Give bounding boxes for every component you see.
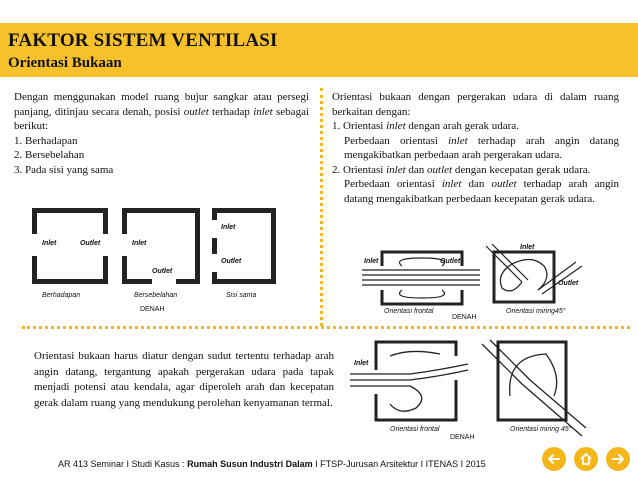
caption-frontal: Orientasi frontal: [384, 308, 434, 315]
inlet-label: Inlet: [42, 240, 57, 247]
orientation-airflow-diagram: [362, 244, 598, 324]
outlet-label: Outlet: [80, 240, 101, 247]
page-title: FAKTOR SISTEM VENTILASI: [8, 30, 278, 51]
left-intro: Dengan menggunakan model ruang bujur sangkar atau persegi panjang, ditinjau secara denah, posisi outlet terhadap inlet sebagai berikut:: [14, 91, 310, 132]
right-item-1-desc: Perbedaan orientasi inlet terhadap arah angin datang mengakibatkan perbedaan arah pergerakan udara.: [344, 134, 620, 161]
caption-berhadapan: Berhadapan: [42, 292, 81, 299]
left-item-2: 2. Bersebelahan: [14, 149, 85, 161]
home-button[interactable]: [574, 447, 598, 471]
outlet-label: Outlet: [221, 258, 242, 265]
inlet-label: Inlet: [132, 240, 147, 247]
denah-label: DENAH: [452, 314, 477, 321]
back-button[interactable]: [542, 447, 566, 471]
left-item-1: 1. Berhadapan: [14, 134, 78, 147]
caption-sisi-sama: Sisi sama: [226, 292, 257, 299]
left-text-block: [14, 90, 309, 177]
right-intro: Orientasi bukaan dengan pergerakan udara di dalam ruang berkaitan dengan:: [332, 91, 619, 118]
outlet-label: Outlet: [440, 258, 461, 265]
next-button[interactable]: [606, 447, 630, 471]
footer-text: AR 413 Seminar I Studi Kasus : Rumah Susun Industri Dalam I FTSP-Jurusan Arsitektur I ITENAS I 2015: [58, 459, 486, 469]
outlet-label: Outlet: [558, 280, 579, 287]
outlet-label: Outlet: [152, 268, 173, 275]
arrow-right-icon: [611, 452, 625, 466]
right-item-1: 1. Orientasi inlet dengan arah gerak udara.: [332, 120, 519, 132]
denah-label: DENAH: [140, 306, 165, 313]
room-plan-sisi-sama: [212, 208, 276, 284]
caption-frontal: Orientasi frontal: [390, 426, 440, 433]
bottom-text: Orientasi bukaan harus diatur dengan sudut tertentu terhadap arah angin datang, tergantung apakah pergerakan udara pada tapak menjadi potensi atau kendala, agar diperoleh arah dan kecepatan gerak dalam ruang yang mendukung perolehan kenyamanan termal.: [34, 350, 334, 409]
inlet-label: Inlet: [221, 224, 236, 231]
left-item-3: 3. Pada sisi yang sama: [14, 163, 114, 176]
orientation-airflow-diagram-bottom: [350, 336, 590, 444]
right-item-2: 2. Orientasi inlet dan outlet dengan kecepatan gerak udara.: [332, 163, 591, 176]
right-text-block: [332, 90, 619, 206]
arrow-left-icon: [547, 452, 561, 466]
top-strip: [0, 0, 638, 10]
vertical-divider: [320, 88, 323, 326]
denah-label: DENAH: [450, 434, 475, 441]
caption-bersebelahan: Bersebelahan: [134, 292, 178, 299]
inlet-label: Inlet: [520, 244, 535, 251]
home-icon: [579, 452, 593, 466]
opening-position-diagram: [28, 200, 298, 318]
right-item-2-desc: Perbedaan orientasi inlet dan outlet terhadap arah angin datang mengakibatkan perbedaan kecepatan gerak udara.: [344, 178, 620, 205]
horizontal-divider: [22, 326, 630, 329]
inlet-label: Inlet: [364, 258, 379, 265]
inlet-label: Inlet: [354, 360, 369, 367]
caption-miring: Orientasi miring45°: [506, 308, 566, 315]
page-subtitle: Orientasi Bukaan: [8, 55, 122, 71]
caption-miring: Orientasi miring 45°: [510, 426, 572, 433]
